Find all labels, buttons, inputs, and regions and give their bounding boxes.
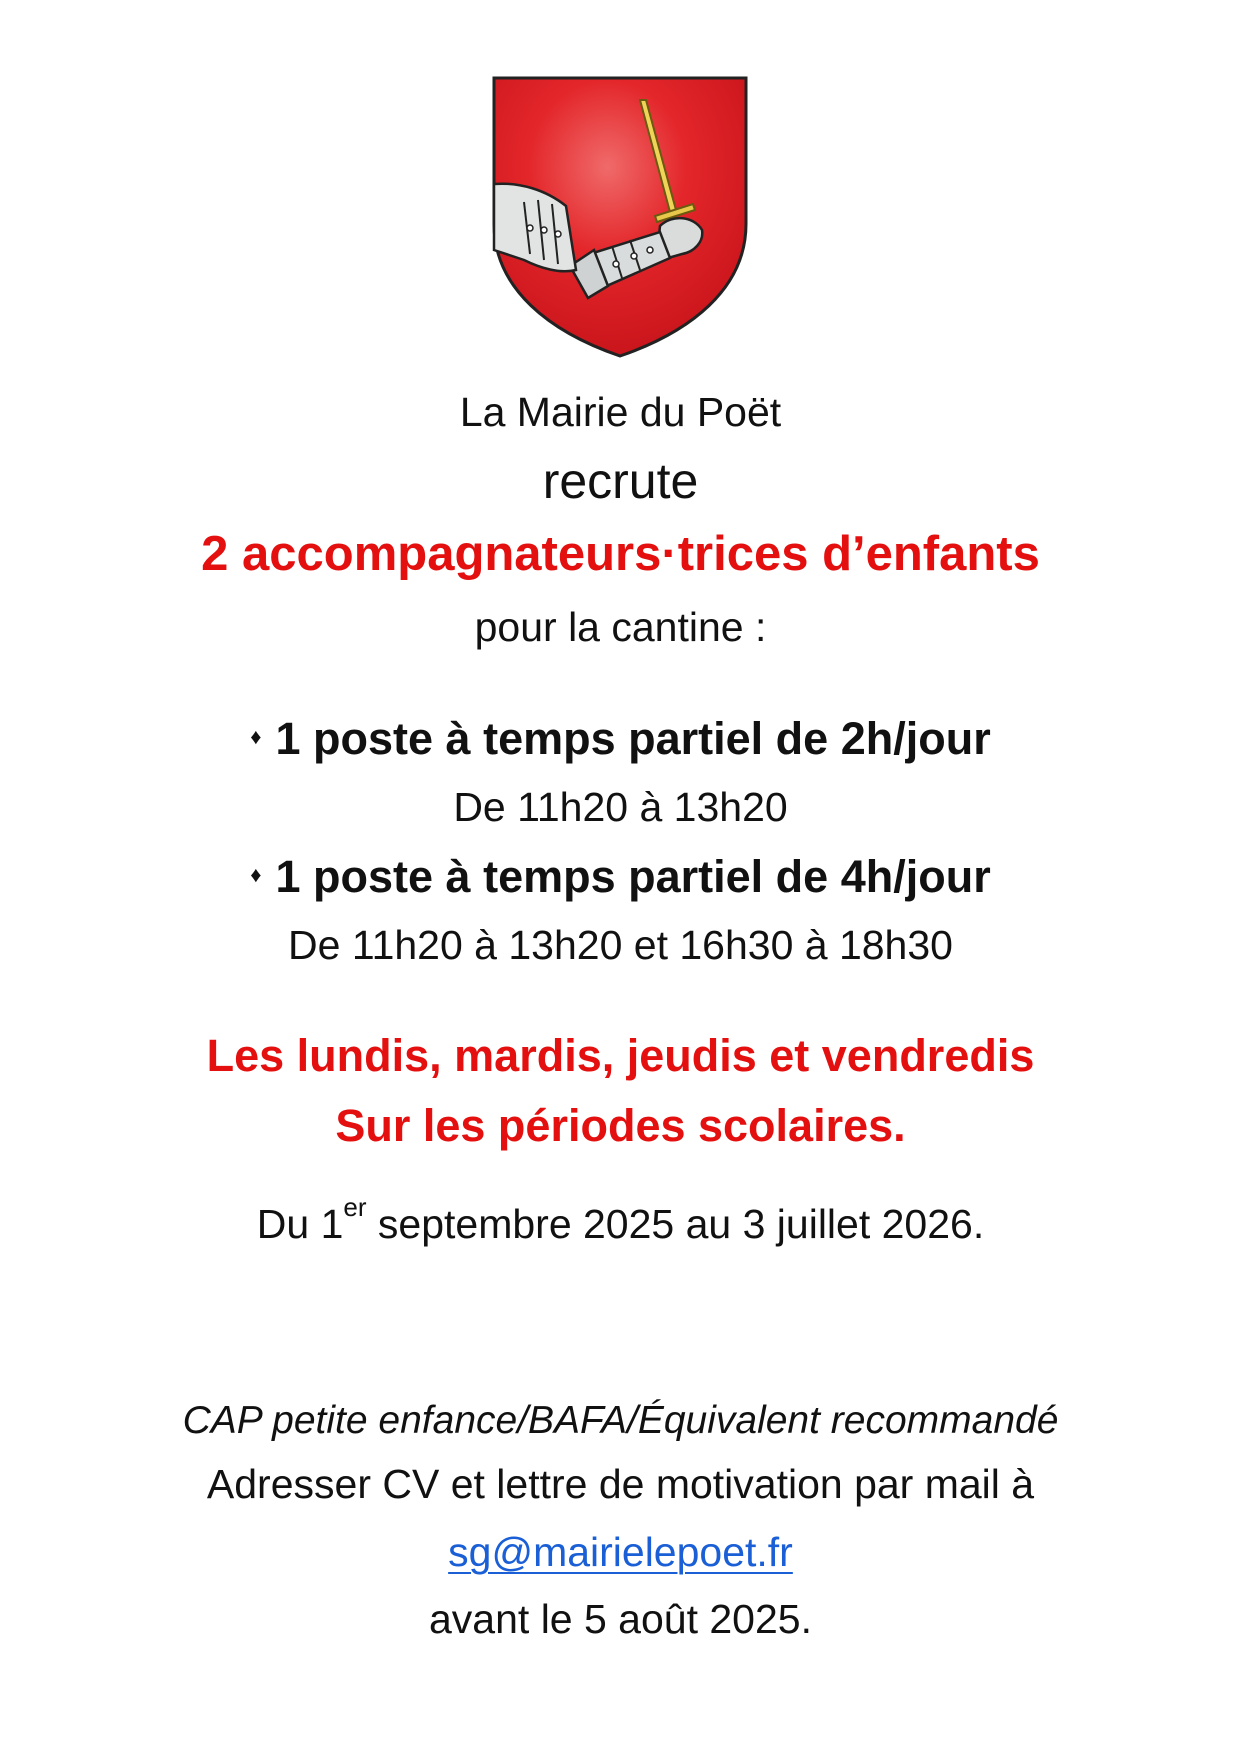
- position-2-text: 1 poste à temps partiel de 4h/jour: [275, 851, 991, 902]
- coat-of-arms-icon: [490, 74, 750, 358]
- dates-suffix: septembre 2025 au 3 juillet 2026.: [366, 1201, 985, 1247]
- position-1-text: 1 poste à temps partiel de 2h/jour: [275, 713, 991, 764]
- position-1-label: [0, 713, 1241, 764]
- dates-prefix: Du 1: [256, 1201, 344, 1247]
- offer-subtitle: pour la cantine :: [474, 604, 767, 650]
- qualification-note: CAP petite enfance/BAFA/Équivalent recommandé: [182, 1399, 1059, 1442]
- recruit-heading: recrute: [542, 453, 699, 509]
- application-deadline: avant le 5 août 2025.: [429, 1596, 812, 1642]
- dates-superscript: er: [343, 1192, 367, 1222]
- offer-title: 2 accompagnateurs·trices d’enfants: [201, 527, 1040, 581]
- position-1-hours: De 11h20 à 13h20: [453, 784, 788, 830]
- contract-dates: [0, 1192, 1241, 1247]
- schedule-periods: Sur les périodes scolaires.: [335, 1100, 906, 1151]
- org-name: La Mairie du Poët: [459, 389, 782, 435]
- position-2-hours: De 11h20 à 13h20 et 16h30 à 18h30: [288, 922, 953, 968]
- schedule-days: Les lundis, mardis, jeudis et vendredis: [206, 1030, 1035, 1081]
- position-2-label: [0, 851, 1241, 902]
- application-instruction: Adresser CV et lettre de motivation par mail à: [206, 1461, 1035, 1507]
- email-link[interactable]: sg@mairielepoet.fr: [448, 1529, 793, 1575]
- diamond-bullet-icon: ♦: [250, 862, 262, 887]
- diamond-bullet-icon: ♦: [250, 724, 262, 749]
- email-line: [0, 1529, 1241, 1575]
